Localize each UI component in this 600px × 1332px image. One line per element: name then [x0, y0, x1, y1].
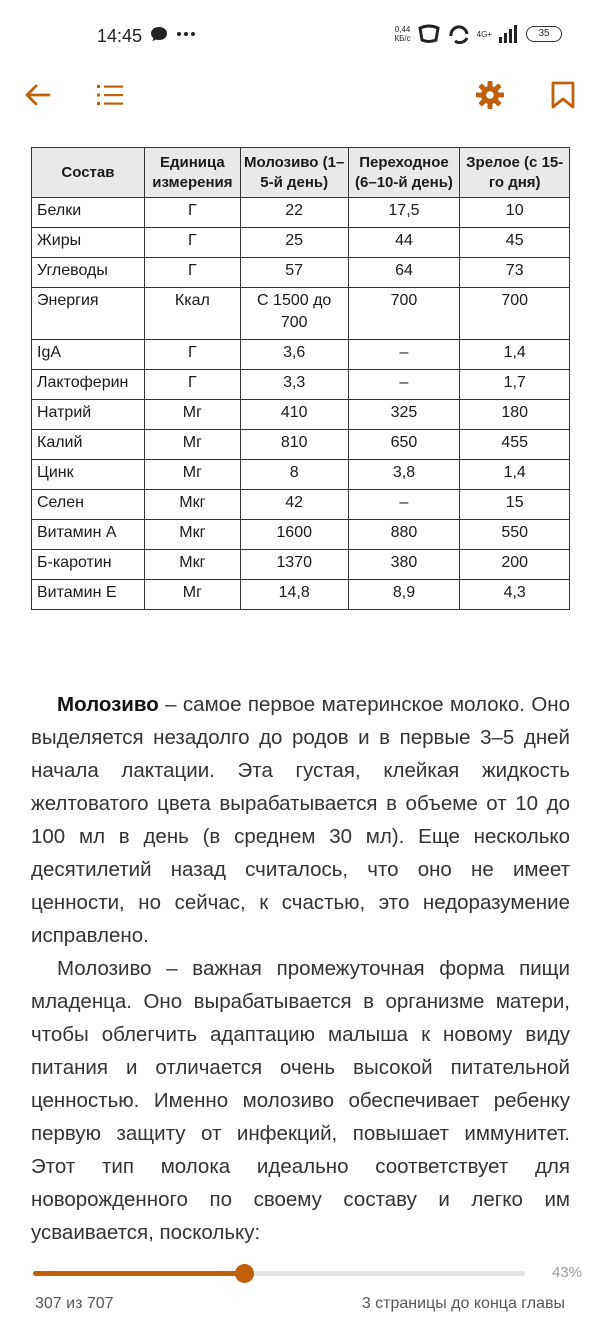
table-cell: 550 [460, 520, 570, 550]
table-cell: Лактоферин [32, 370, 145, 400]
table-row [32, 580, 570, 610]
table-cell: Энергия [32, 288, 145, 340]
table-cell: 1,4 [460, 340, 570, 370]
table-cell: Цинк [32, 460, 145, 490]
paragraph-text: – самое первое материнское молоко. Оно выделяется незадолго до родов и в первые 3–5 дней начала лактации. Эта густая, клейкая жидкость желтоватого цвета вырабатывается в объеме от 10 до 100 мл в день (в среднем 30 мл). Еще несколько десятилетий назад считалось, что оно не имеет ценности, но сейчас, к счастью, это недоразумение исправлено. [31, 693, 570, 947]
table-cell: – [348, 340, 460, 370]
sync-icon [447, 24, 471, 44]
table-cell: 455 [460, 430, 570, 460]
header-cell: Единица измерения [144, 148, 240, 198]
table-cell: IgA [32, 340, 145, 370]
header-cell: Состав [32, 148, 145, 198]
table-cell: 1370 [240, 550, 348, 580]
status-bar [0, 0, 600, 70]
table-cell: 8 [240, 460, 348, 490]
table-cell: 180 [460, 400, 570, 430]
table-body [32, 198, 570, 610]
list-icon [96, 83, 124, 107]
battery-level: 35 [538, 28, 550, 39]
table-cell: 3,3 [240, 370, 348, 400]
reading-progress-slider[interactable] [33, 1271, 525, 1276]
table-row [32, 288, 570, 340]
table-cell: Г [144, 198, 240, 228]
more-dots-icon [176, 31, 196, 37]
table-cell: 17,5 [348, 198, 460, 228]
table-cell: 73 [460, 258, 570, 288]
table-cell: 14,8 [240, 580, 348, 610]
table-cell: Б-каротин [32, 550, 145, 580]
table-row [32, 228, 570, 258]
table-row [32, 550, 570, 580]
table-row [32, 400, 570, 430]
table-cell: 3,6 [240, 340, 348, 370]
reader-toolbar [0, 70, 600, 120]
table-cell: 700 [348, 288, 460, 340]
table-row [32, 340, 570, 370]
milk-composition-table [31, 147, 570, 610]
table-row [32, 490, 570, 520]
table-cell: 3,8 [348, 460, 460, 490]
table-header-row [32, 148, 570, 198]
table-cell: 8,9 [348, 580, 460, 610]
gear-icon [475, 80, 505, 110]
book-text [31, 688, 570, 1249]
header-cell: Переходное (6–10-й день) [348, 148, 460, 198]
table-cell: 57 [240, 258, 348, 288]
table-cell: Г [144, 258, 240, 288]
table-cell: Витамин А [32, 520, 145, 550]
table-cell: Мкг [144, 520, 240, 550]
page-counter: 307 из 707 [35, 1295, 114, 1312]
table-cell: 700 [460, 288, 570, 340]
table-cell: 200 [460, 550, 570, 580]
table-cell: 1600 [240, 520, 348, 550]
table-cell: Мкг [144, 550, 240, 580]
table-cell: 325 [348, 400, 460, 430]
table-cell: 880 [348, 520, 460, 550]
composition-table [31, 147, 570, 610]
vpn-icon [417, 24, 441, 44]
chat-bubble-icon [150, 26, 168, 42]
back-button[interactable] [20, 78, 54, 112]
table-cell: Мг [144, 460, 240, 490]
table-cell: Г [144, 370, 240, 400]
table-cell: С 1500 до 700 [240, 288, 348, 340]
table-cell: 650 [348, 430, 460, 460]
net-speed-value: 0,44 [394, 25, 411, 34]
table-cell: 64 [348, 258, 460, 288]
table-cell: Жиры [32, 228, 145, 258]
table-cell: Углеводы [32, 258, 145, 288]
table-of-contents-button[interactable] [93, 78, 127, 112]
chapter-remaining: 3 страницы до конца главы [361, 1295, 565, 1312]
table-cell: 810 [240, 430, 348, 460]
table-cell: Натрий [32, 400, 145, 430]
network-type: 4G+ [476, 29, 492, 39]
table-cell: Ккал [144, 288, 240, 340]
status-left-icons [150, 26, 196, 42]
progress-fill [33, 1271, 245, 1276]
table-cell: Калий [32, 430, 145, 460]
table-cell: Селен [32, 490, 145, 520]
table-cell: 45 [460, 228, 570, 258]
table-cell: Г [144, 228, 240, 258]
table-cell: 25 [240, 228, 348, 258]
table-cell: Витамин Е [32, 580, 145, 610]
term-bold: Молозиво [57, 693, 159, 716]
status-time: 14:45 [97, 26, 143, 46]
table-row [32, 430, 570, 460]
bookmark-icon [550, 81, 576, 109]
table-cell: Белки [32, 198, 145, 228]
table-cell: 42 [240, 490, 348, 520]
header-cell: Зрелое (с 15-го дня) [460, 148, 570, 198]
bookmark-button[interactable] [546, 78, 580, 112]
net-speed-unit: КБ/с [394, 34, 411, 43]
table-row [32, 460, 570, 490]
table-cell: – [348, 370, 460, 400]
arrow-left-icon [23, 83, 51, 107]
paragraph [31, 688, 570, 952]
table-cell: Мг [144, 430, 240, 460]
table-cell: Мкг [144, 490, 240, 520]
table-row [32, 370, 570, 400]
table-cell: Г [144, 340, 240, 370]
table-row [32, 520, 570, 550]
table-row [32, 198, 570, 228]
settings-button[interactable] [473, 78, 507, 112]
paragraph: Молозиво – важная промежуточная форма пищи младенца. Оно вырабатывается в организме матери, чтобы облегчить адаптацию малыша к новому виду питания и отличается очень высокой питательной ценностью. Именно молозиво обеспечивает ребенку первую защиту от инфекций, повышает иммунитет. Этот тип молока идеально соответствует для новорожденного по своему составу и легко им усваивается, поскольку: [31, 957, 570, 1244]
table-cell: Мг [144, 580, 240, 610]
progress-handle[interactable] [235, 1264, 254, 1283]
status-right [395, 24, 562, 44]
table-cell: 4,3 [460, 580, 570, 610]
table-cell: 22 [240, 198, 348, 228]
signal-icon [498, 25, 520, 43]
battery-icon [526, 26, 562, 42]
header-cell: Молозиво (1–5-й день) [240, 148, 348, 198]
table-cell: 1,7 [460, 370, 570, 400]
table-cell: 10 [460, 198, 570, 228]
table-cell: 44 [348, 228, 460, 258]
table-cell: – [348, 490, 460, 520]
table-cell: 1,4 [460, 460, 570, 490]
progress-percent: 43% [551, 1264, 582, 1281]
table-cell: Мг [144, 400, 240, 430]
table-cell: 15 [460, 490, 570, 520]
table-cell: 410 [240, 400, 348, 430]
net-speed [395, 25, 411, 43]
table-row [32, 258, 570, 288]
table-cell: 380 [348, 550, 460, 580]
